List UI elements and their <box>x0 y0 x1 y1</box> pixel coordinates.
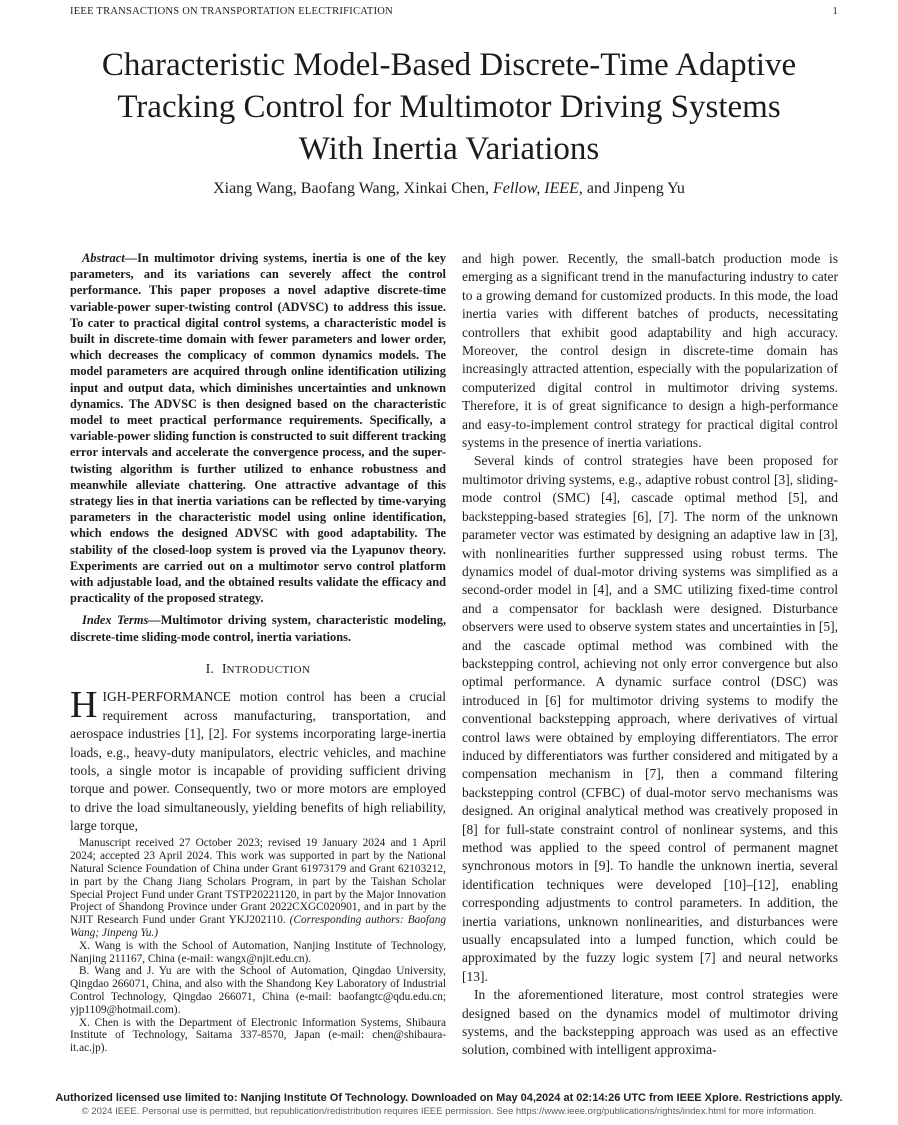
author-list <box>0 180 898 198</box>
drop-cap: H <box>70 684 98 727</box>
right-column <box>462 250 838 1060</box>
two-column-body <box>70 250 838 1060</box>
page-number: 1 <box>832 6 838 17</box>
paper-title-line-3: With Inertia Variations <box>298 131 600 167</box>
journal-name: IEEE TRANSACTIONS ON TRANSPORTATION ELECTRIFICATION <box>70 6 393 17</box>
paper-title-line-2: Tracking Control for Multimotor Driving Systems <box>117 89 781 125</box>
section-title-rest: NTRODUCTION <box>226 663 311 676</box>
introduction-text <box>70 684 446 835</box>
index-terms-paragraph <box>70 612 446 644</box>
footnote-affiliation-xchen: X. Chen is with the Department of Electronic Information Systems, Shibaura Institute of Technology, Saitama 337-8570, Japan (e-mail: chen@shibaura-it.ac.jp). <box>70 1016 446 1055</box>
intro-paragraph-text: IGH-PERFORMANCE motion control has been a crucial requirement across manufacturing, transportation, and aerospace industries [1], [2]. For systems incorporating large-inertia loads, e.g., heavy-duty manipulators, electric vehicles, and machine tools, a single motor is incapable of providing sufficient driving torque and power. Consequently, two or more motors are employed to drive the load simultaneously, yielding benefits of high reliability, large torque, <box>70 689 446 834</box>
abstract-text: In multimotor driving systems, inertia is one of the key parameters, and its variations can severely affect the control performance. This paper proposes a novel adaptive discrete-time variable-power super-twisting control (ADVSC) to address this issue. To cater to practical digital control systems, a characteristic model is built in discrete-time domain with fewer parameters and lower order, which decreases the complicacy of common dynamics models. The model parameters are acquired through online identification utilizing input and output data, which diminishes uncertainties and unknown dynamics. The ADVSC is then designed based on the characteristic model to meet practical performance requirements. Specifically, a variable-power sliding function is constructed to suit different tracking error intervals and accelerate the convergence process, and the super-twisting algorithm is further utilized to enhance robustness and meanwhile alleviate chattering. One attractive advantage of this strategy lies in that inertia variations can be reflected by time-varying parameters in the characteristic model using online identification, which endows the designed ADVSC with good adaptability. The stability of the closed-loop system is proved via the Lyapunov theory. Experiments are carried out on a multimotor servo control platform with adjustable load, and the obtained results validate the efficacy and practicality of the proposed strategy. <box>70 251 446 606</box>
paper-title <box>0 44 898 170</box>
authors-suffix: , and Jinpeng Yu <box>578 180 685 197</box>
paper-title-line-1: Characteristic Model-Based Discrete-Time Adaptive <box>101 47 797 83</box>
paragraph-related-work: Several kinds of control strategies have been proposed for multimotor driving systems, e.g., adaptive robust control [3], sliding-mode control (SMC) [4], cascade optimal method [5], and backstepping-based strategies [6], [7]. The norm of the unknown parameter vector was estimated by designing an adaptive law in [3], with nonlinearities further suppressed using robust terms. The dynamics model of dual-motor driving systems was simplified as a second-order model in [4], and a SMC utilizing fixed-time control and a compensator for backlash were designed. Disturbance observers were used to observe system states and uncertainties in [5], and the cascade optimal method was combined with the backstepping control, achieving not only error convergence but also optimal performance. A dynamic surface control (DSC) was introduced in [6] for multimotor driving systems to modify the conventional backstepping approach, where derivatives of virtual control laws were obtained by employing differentiators. The error induced by differentiators was further considered and mitigated by a compensation mechanism in [7], then a command filtering backstepping control (CFBC) of dual-motor servo mechanisms was designed. An original analytical method was creatively proposed in [8] for full-state constraint control of nonlinear systems, and this method was applied to the speed control of permanent magnet synchronous motors in [9]. To handle the unknown inertia, several identification techniques were developed [10]–[12], enabling corresponding adjustments to control parameters. In addition, the inertia variations, unknown nonlinearities, and disturbances were usually encapsulated into a lumped function, which could be approximated by the fuzzy logic system [7] and neural networks [13]. <box>462 453 838 984</box>
authors-prefix: Xiang Wang, Baofang Wang, Xinkai Chen, <box>213 180 493 197</box>
section-heading-introduction <box>70 661 446 679</box>
footnote-affiliation-xwang: X. Wang is with the School of Automation, Nanjing Institute of Technology, Nanjing 211167, China (e-mail: wangx@njit.edu.cn). <box>70 939 446 965</box>
first-page-footnotes <box>70 837 446 1055</box>
abstract-paragraph <box>70 250 446 606</box>
left-column <box>70 250 446 1055</box>
index-terms-label: Index Terms— <box>82 613 161 628</box>
section-title-cap: I <box>221 661 227 677</box>
footer-copyright-line: © 2024 IEEE. Personal use is permitted, but republication/redistribution requires IEEE permission. See https://www.ieee.org/publications/rights/index.html for more information. <box>81 1106 817 1117</box>
index-terms-text: Multimotor driving system, characteristic modeling, discrete-time sliding-mode control, inertia variations. <box>70 613 446 644</box>
paragraph-literature-summary: In the aforementioned literature, most control strategies were designed based on the dynamics model of multimotor driving systems, and the backstepping approach was used as an effective solution, combined with intelligent approxima- <box>462 987 838 1058</box>
abstract-label: Abstract— <box>82 251 138 265</box>
paragraph-continuation: and high power. Recently, the small-batch production mode is emerging as a significant trend in the manufacturing industry to cater to a growing demand for customized products. In this mode, the load inertia varies with different batches of products, necessitating controllers that exhibit good adaptability and high accuracy. Moreover, the control design in discrete-time domain has increasingly attracted attention, especially with the popularization of computerized digital control in multimotor driving systems. Therefore, it is of great significance to design a high-performance and easy-to-implement control strategy for practical digital control systems in the presence of inertia variations. <box>462 251 838 451</box>
footnote-manuscript <box>70 837 446 939</box>
footnote-affiliation-bwang-jyu: B. Wang and J. Yu are with the School of Automation, Qingdao University, Qingdao 266071, China, and also with the Shandong Key Laboratory of Industrial Control Technology, Qingdao 266071, China (e-mail: baofangtc@qdu.edu.cn; yjp1109@hotmail.com). <box>70 965 446 1016</box>
intro-paragraph <box>70 684 446 835</box>
footnote-manuscript-text: Manuscript received 27 October 2023; revised 19 January 2024 and 1 April 2024; accepted 23 April 2024. This work was supported in part by the National Natural Science Foundation of China under Grant 61973179 and Grant 62103212, in part by the Chang Jiang Scholars Program, in part by the Taishan Scholar Special Project Fund under Grant TSTP20221120, in part by the Major Innovation Project of Shandong Province under Grant 2022CXGC020901, and in part by the NJIT Research Fund under Grant YKJ202110. <box>70 837 446 927</box>
running-header <box>70 6 838 17</box>
title-block <box>0 44 898 198</box>
section-number: I. <box>205 661 214 677</box>
footer-license-line: Authorized licensed use limited to: Nanjing Institute Of Technology. Downloaded on May 04,2024 at 02:14:26 UTC from IEEE Xplore. Restrictions apply. <box>55 1092 843 1104</box>
footnote-corresponding-authors: (Corresponding authors: Baofang Wang; Jinpeng Yu.) <box>70 914 446 940</box>
authors-fellow-ieee: Fellow, IEEE <box>492 180 579 197</box>
ieee-xplore-footer <box>0 1092 898 1117</box>
